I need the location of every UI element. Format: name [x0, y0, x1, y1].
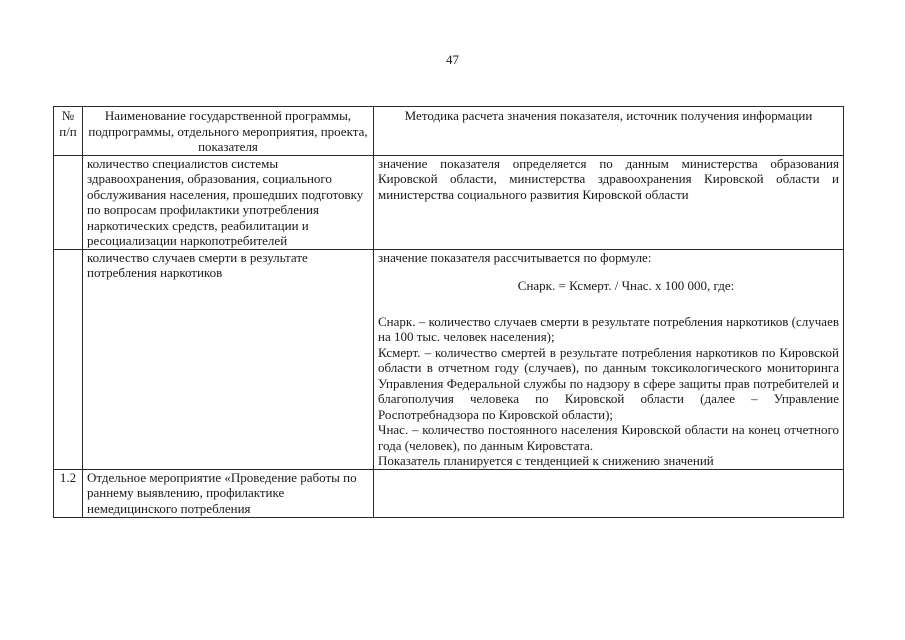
definition-item: Чнас. – количество постоянного населения Кировской области на конец отчетного года (человек), по данным Кировстата. — [378, 422, 839, 453]
definition-item: Ксмерт. – количество смертей в результате потребления наркотиков по Кировской области в отчетном году (случаев), по данным токсикологического мониторинга Управления Федеральной службы по надзору в сфере защиты прав потребителей и благополучия человека по Кировской области (далее – Управление Роспотребнадзора по Кировской области); — [378, 344, 839, 422]
row-num — [54, 155, 83, 249]
header-num: № п/п — [54, 107, 83, 156]
table-row — [54, 469, 844, 517]
method-formula: Снарк. = Ксмерт. / Чнас. х 100 000, где: — [517, 278, 735, 293]
table-row — [54, 249, 844, 469]
page-number: 47 — [446, 52, 459, 67]
indicator-name: количество случаев смерти в результате потребления наркотиков — [83, 249, 374, 469]
indicator-methodology-table — [53, 106, 844, 518]
indicator-method — [374, 469, 844, 517]
header-method: Методика расчета значения показателя, источник получения информации — [374, 107, 844, 156]
row-num: 1.2 — [54, 469, 83, 517]
method-intro: значение показателя рассчитывается по формуле: — [378, 249, 652, 265]
row-num — [54, 249, 83, 469]
table-header-row — [54, 107, 844, 156]
indicator-name: Отдельное мероприятие «Проведение работы по раннему выявлению, профилактике немедицинского потребления — [83, 469, 374, 517]
indicator-method: значение показателя определяется по данным министерства образования Кировской области, министерства здравоохранения Кировской области и министерства социального развития Кировской области — [374, 155, 844, 249]
header-name: Наименование государственной программы, подпрограммы, отдельного мероприятия, проекта, показателя — [83, 107, 374, 156]
indicator-method — [374, 249, 844, 469]
definition-item: Снарк. – количество случаев смерти в результате потребления наркотиков (случаев на 100 тыс. человек населения); — [378, 313, 839, 344]
indicator-name: количество специалистов системы здравоохранения, образования, социального обслуживания населения, прошедших подготовку по вопросам профилактики употребления наркотических средств, реабилитации и ресоциализации наркопотребителей — [83, 155, 374, 249]
trend-note: Показатель планируется с тенденцией к снижению значений — [378, 453, 714, 468]
table-row — [54, 155, 844, 249]
